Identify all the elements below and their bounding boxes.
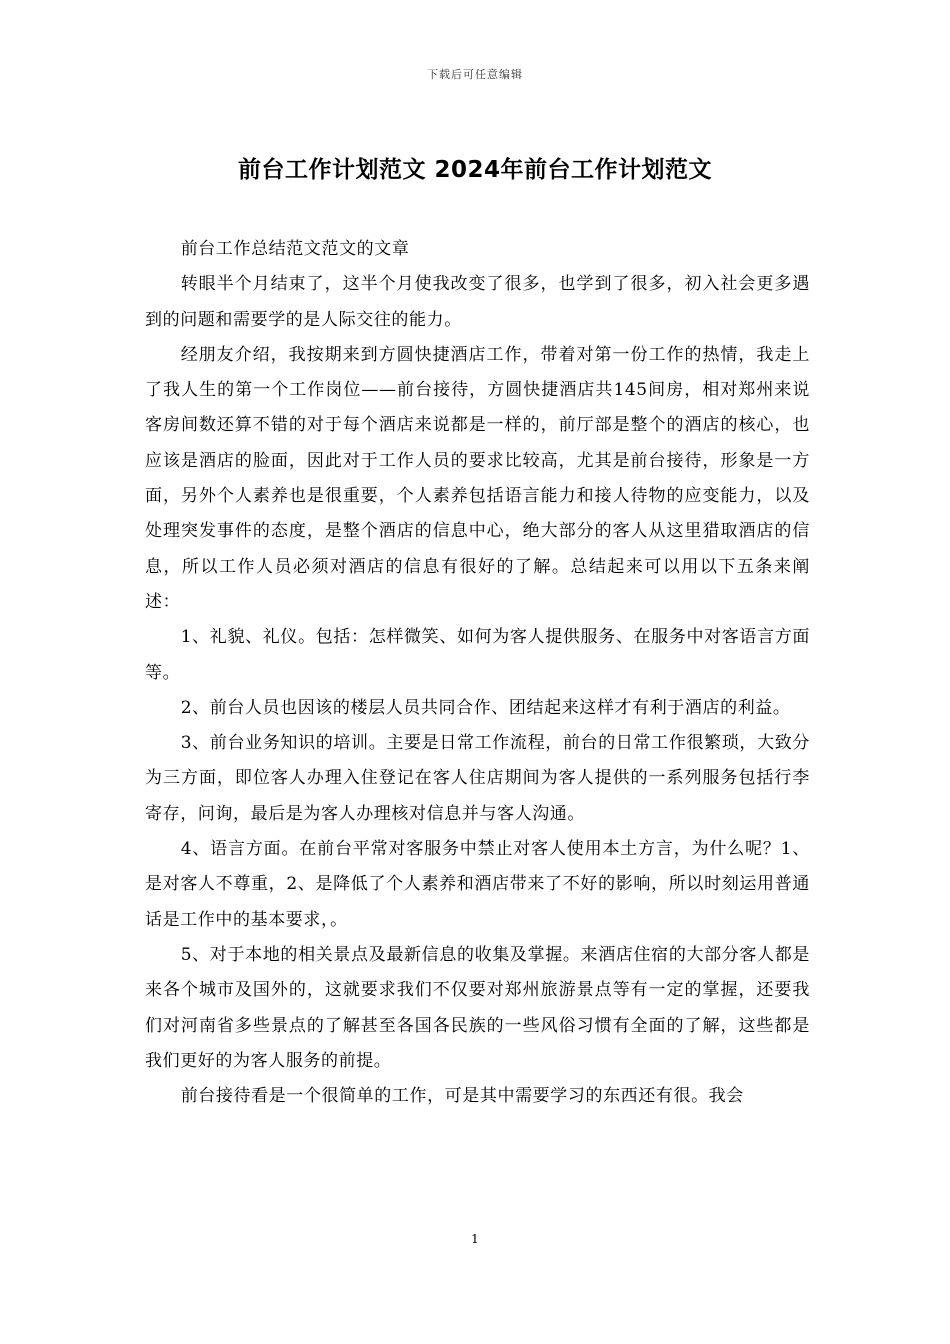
paragraph-subheading: 前台工作总结范文范文的文章 (180, 239, 410, 259)
paragraph-closing: 前台接待看是一个很简单的工作，可是其中需要学习的东西还有很。我会 (180, 1086, 744, 1107)
paragraph-point-5: 5、对于本地的相关景点及最新信息的收集及掌握。来酒店住宿的大部分客人都是来各个城市及国外的，这就要求我们不仅要对郑州旅游景点等有一定的掌握，还要我们对河南省多些景点的了解甚至各国各民族的一些风俗习惯有全面的了解，这些都是我们更好的为客人服务的前提。 (145, 944, 810, 1071)
document-title: 前台工作计划范文 2024年前台工作计划范文 (237, 157, 713, 183)
paragraph-background: 经朋友介绍，我按期来到方圆快捷酒店工作，带着对第一份工作的热情，我走上了我人生的第一个工作岗位——前台接待，方圆快捷酒店共145间房，相对郑州来说客房间数还算不错的对于每个酒店来说都是一样的，前厅部是整个的酒店的核心，也应该是酒店的脸面，因此对于工作人员的要求比较高，尤其是前台接待，形象是一方面，另外个人素养也是很重要，个人素养包括语言能力和接人待物的应变能力，以及处理突发事件的态度，是整个酒店的信息中心，绝大部分的客人从这里猎取酒店的信息，所以工作人员必须对酒店的信息有很好的了解。总结起来可以用以下五条来阐述： (145, 344, 810, 612)
paragraph-point-2: 2、前台人员也因该的楼层人员共同合作、团结起来这样才有利于酒店的利益。 (180, 697, 791, 718)
paragraph-point-4: 4、语言方面。在前台平常对客服务中禁止对客人使用本土方言，为什么呢？1、是对客人不尊重，2、是降低了个人素养和酒店带来了不好的影响，所以时刻运用普通话是工作中的基本要求，。 (145, 839, 810, 930)
paragraph-point-3: 3、前台业务知识的培训。主要是日常工作流程，前台的日常工作很繁琐，大致分为三方面，即位客人办理入住登记在客人住店期间为客人提供的一系列服务包括行李寄存，问询，最后是为客人办理核对信息并与客人沟通。 (145, 733, 810, 824)
paragraph-point-1: 1、礼貌、礼仪。包括：怎样微笑、如何为客人提供服务、在服务中对客语言方面等。 (145, 627, 810, 683)
paragraph-intro: 转眼半个月结束了，这半个月使我改变了很多，也学到了很多，初入社会更多遇到的问题和需要学的是人际交往的能力。 (145, 274, 810, 330)
header-note: 下载后可任意编辑 (427, 68, 523, 81)
document-body (145, 232, 810, 1114)
page-number: 1 (471, 1232, 479, 1246)
